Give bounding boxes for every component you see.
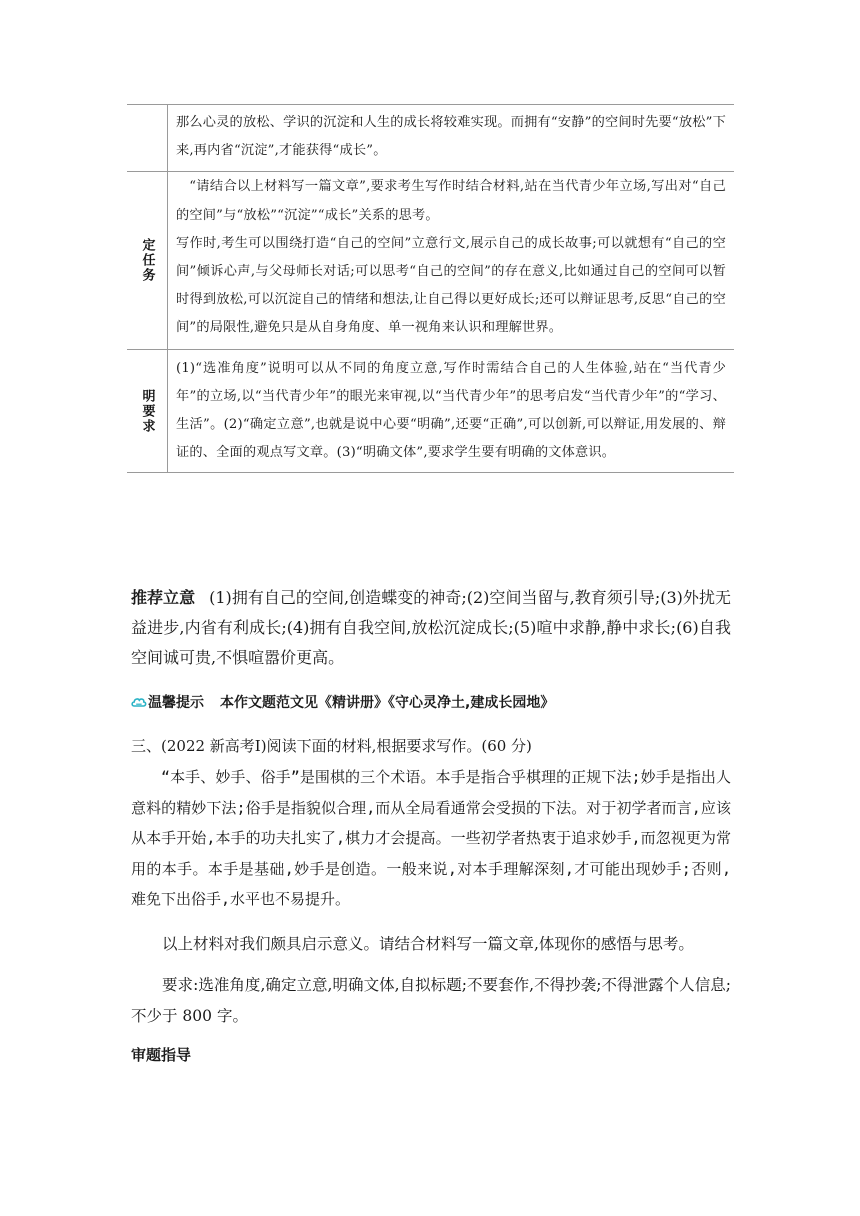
row-label-cell bbox=[127, 350, 168, 473]
row-label-cell bbox=[127, 172, 168, 348]
row-text: (1)“选准角度”说明可以从不同的角度立意,写作时需结合自己的人生体验,站在“当代青少年”的立场,以“当代青少年”的眼光来审视,以“当代青少年”的思考启发“当代青少年”的“学习、生活”。(2)“确定立意”,也就是说中心要“明确”,还要“正确”,可以创新,可以辩证,用发展的、辩证的、全面的观点写文章。(3)“明确文体”,要求学生要有明确的文体意识。 bbox=[176, 360, 726, 461]
row-content bbox=[168, 350, 734, 473]
section-heading: 审题指导 bbox=[131, 1046, 192, 1064]
table-row bbox=[127, 350, 734, 474]
recommended-ideas-text: (1)拥有自己的空间,创造蝶变的神奇;(2)空间当留与,教育须引导;(3)外扰无益进步,内省有利成长;(4)拥有自我空间,放松沉淀成长;(5)喧中求静,静中求长;(6)自我空间诚可贵,不惧喧嚣价更高。 bbox=[131, 588, 731, 667]
row-label-define-task: 定任务 bbox=[139, 238, 155, 284]
row-label-requirements: 明要求 bbox=[139, 388, 155, 434]
cloud-tip-icon bbox=[131, 695, 147, 709]
row-paragraph: 写作时,考生可以围绕打造“自己的空间”立意行文,展示自己的成长故事;可以就想有“自己的空间”倾诉心声,与父母师长对话;可以思考“自己的空间”的存在意义,比如通过自己的空间可以暂时得到放松,可以沉淀自己的情绪和想法,让自己得以更好成长;还可以辩证思考,反思“自己的空间”的局限性,避免只是从自身角度、单一视角来认识和理解世界。 bbox=[176, 235, 726, 336]
question-paragraph: 以上材料对我们颇具启示意义。请结合材料写一篇文章,体现你的感悟与思考。 bbox=[162, 935, 694, 953]
table-row bbox=[127, 104, 734, 172]
row-text: 那么心灵的放松、学识的沉淀和人生的成长将较难实现。而拥有“安静”的空间时先要“放松”下来,再内省“沉淀”,才能获得“成长”。 bbox=[176, 115, 726, 159]
table-row bbox=[127, 172, 734, 349]
row-label-cell bbox=[127, 105, 168, 171]
question-requirements: 要求:选准角度,确定立意,明确文体,自拟标题;不要套作,不得抄袭;不得泄露个人信息;不少于 800 字。 bbox=[131, 976, 731, 1025]
row-content bbox=[168, 172, 734, 348]
question-header: 三、(2022 新高考Ⅰ)阅读下面的材料,根据要求写作。(60 分) bbox=[131, 737, 532, 755]
warm-tip-label: 温馨提示 bbox=[148, 695, 204, 711]
warm-tip-text: 本作文题范文见《精讲册》《守心灵净土,建成长园地》 bbox=[220, 695, 555, 711]
row-paragraph: “请结合以上材料写一篇文章”,要求考生写作时结合材料,站在当代青少年立场,写出对“自己的空间”与“放松”“沉淀”“成长”关系的思考。 bbox=[176, 179, 726, 223]
material-quote: “本手、妙手、俗手”是围棋的三个术语。本手是指合乎棋理的正规下法;妙手是指出人意料的精妙下法;俗手是指貌似合理,而从全局看通常会受损的下法。对于初学者而言,应该从本手开始,本手的功夫扎实了,棋力才会提高。一些初学者热衷于追求妙手,而忽视更为常用的本手。本手是基础,妙手是创造。一般来说,对本手理解深刻,才可能出现妙手;否则,难免下出俗手,水平也不易提升。 bbox=[131, 768, 731, 908]
row-content bbox=[168, 105, 734, 171]
recommended-ideas-tag: 推荐立意 bbox=[131, 588, 196, 607]
analysis-table bbox=[127, 104, 734, 473]
warm-tip bbox=[131, 693, 731, 713]
recommended-ideas bbox=[131, 583, 731, 673]
